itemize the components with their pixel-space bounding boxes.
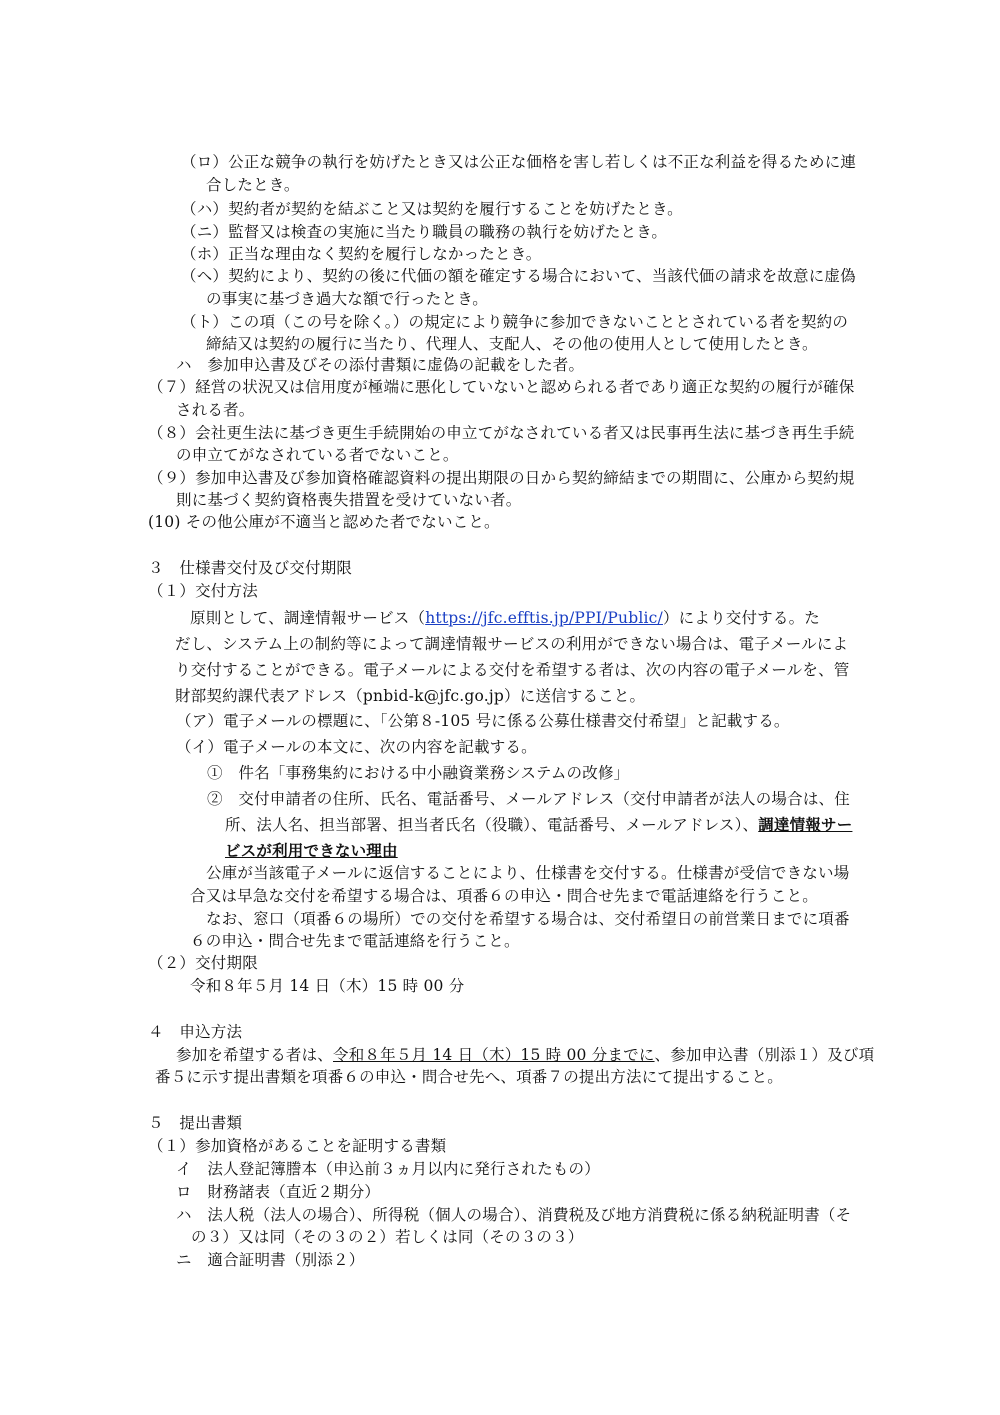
sec3-circled-2-text: 所、法人名、担当部署、担当者氏名（役職）、電話番号、メールアドレス）、 bbox=[225, 816, 759, 834]
section-3-1-heading: （１）交付方法 bbox=[148, 582, 258, 600]
section-4-heading: ４ 申込方法 bbox=[148, 1023, 243, 1041]
sec3-para1-line4: 財部契約課代表アドレス（pnbid-k@jfc.go.jp）に送信すること。 bbox=[175, 687, 646, 705]
item-8-line1: （８）会社更生法に基づき更生手続開始の申立てがなされている者又は民事再生法に基づき再生手続 bbox=[148, 424, 855, 442]
sec3-para1-line1 bbox=[190, 607, 820, 629]
sec5-item-ni: ニ 適合証明書（別添２） bbox=[176, 1251, 365, 1269]
sec5-item-i: イ 法人登記簿謄本（申込前３ヵ月以内に発行されたもの） bbox=[176, 1160, 600, 1178]
sec4-text-b: 、参加申込書（別添１）及び項 bbox=[654, 1046, 875, 1064]
item-to-line2: 締結又は契約の履行に当たり、代理人、支配人、その他の使用人として使用したとき。 bbox=[206, 335, 818, 353]
sec3-circled-2-line1: ② 交付申請者の住所、氏名、電話番号、メールアドレス（交付申請者が法人の場合は、住 bbox=[207, 790, 850, 808]
item-ni: （ニ）監督又は検査の実施に当たり職員の職務の執行を妨げたとき。 bbox=[181, 223, 668, 241]
section-3-heading: ３ 仕様書交付及び交付期限 bbox=[148, 559, 353, 577]
sec3-circled-1: ① 件名「事務集約における中小融資業務システムの改修」 bbox=[207, 764, 630, 782]
item-10: (10) その他公庫が不適当と認めた者でないこと。 bbox=[148, 513, 500, 531]
sec3-para2-line1: 公庫が当該電子メールに返信することにより、仕様書を交付する。仕様書が受信できない場 bbox=[206, 864, 850, 882]
sec4-text-a: 参加を希望する者は、 bbox=[176, 1046, 334, 1064]
sec3-para3-line2: ６の申込・問合せ先まで電話連絡を行うこと。 bbox=[190, 932, 520, 950]
section-5-1-heading: （１）参加資格があることを証明する書類 bbox=[148, 1137, 447, 1155]
sec5-item-ro: ロ 財務諸表（直近２期分） bbox=[176, 1183, 381, 1201]
sec3-item-a: （ア）電子メールの標題に、「公第８-105 号に係る公募仕様書交付希望」と記載する。 bbox=[176, 712, 790, 730]
sec3-para3-line1: なお、窓口（項番６の場所）での交付を希望する場合は、交付希望日の前営業日までに項番 bbox=[206, 910, 850, 928]
item-ro-line2: 合したとき。 bbox=[206, 176, 300, 194]
sec3-circled-2-line3: ビスが利用できない理由 bbox=[225, 841, 398, 860]
sec4-para-line1 bbox=[176, 1044, 874, 1066]
item-ro-line1: （ロ）公正な競争の執行を妨げたとき又は公正な価格を害し若しくは不正な利益を得るために連 bbox=[181, 153, 857, 171]
sec3-circled-2-emphasis: 調達情報サー bbox=[758, 815, 853, 834]
item-7-line1: （７）経営の状況又は信用度が極端に悪化していないと認められる者であり適正な契約の履行が確保 bbox=[148, 378, 855, 396]
item-ha-false-statement: ハ 参加申込書及びその添付書類に虚偽の記載をした者。 bbox=[176, 356, 585, 374]
item-7-line2: される者。 bbox=[176, 401, 255, 419]
sec3-para1-text-b: ）により交付する。た bbox=[662, 609, 820, 627]
item-9-line1: （９）参加申込書及び参加資格確認資料の提出期限の日から契約締結までの期間に、公庫から契約規 bbox=[148, 469, 855, 487]
sec5-item-ha-line2: の３）又は同（その３の２）若しくは同（その３の３） bbox=[191, 1228, 584, 1246]
procurement-service-link[interactable]: https://jfc.efftis.jp/PPI/Public/ bbox=[425, 609, 663, 627]
sec3-para1-line2: だし、システム上の制約等によって調達情報サービスの利用ができない場合は、電子メールによ bbox=[175, 635, 849, 653]
item-he-line2: の事実に基づき過大な額で行ったとき。 bbox=[206, 290, 488, 308]
sec3-para1-text-a: 原則として、調達情報サービス（ bbox=[190, 609, 426, 627]
item-ha: （ハ）契約者が契約を結ぶこと又は契約を履行することを妨げたとき。 bbox=[181, 200, 683, 218]
sec3-circled-2-line2 bbox=[225, 814, 852, 836]
sec4-para-line2: 番５に示す提出書類を項番６の申込・問合せ先へ、項番７の提出方法にて提出すること。 bbox=[155, 1068, 784, 1086]
sec3-item-i: （イ）電子メールの本文に、次の内容を記載する。 bbox=[176, 738, 537, 756]
item-9-line2: 則に基づく契約資格喪失措置を受けていない者。 bbox=[176, 491, 522, 509]
sec5-item-ha-line1: ハ 法人税（法人の場合）、所得税（個人の場合）、消費税及び地方消費税に係る納税証明書（そ bbox=[176, 1206, 852, 1224]
item-8-line2: の申立てがなされている者でないこと。 bbox=[176, 446, 459, 464]
section-5-heading: ５ 提出書類 bbox=[148, 1114, 243, 1132]
item-he-line1: （ヘ）契約により、契約の後に代価の額を確定する場合において、当該代価の請求を故意に虚偽 bbox=[181, 267, 856, 285]
delivery-deadline: 令和８年５月 14 日（木）15 時 00 分 bbox=[190, 977, 465, 995]
item-to-line1: （ト）この項（この号を除く。）の規定により競争に参加できないこととされている者を契約の bbox=[181, 313, 849, 331]
application-deadline: 令和８年５月 14 日（木）15 時 00 分までに bbox=[333, 1046, 655, 1064]
sec3-para2-line2: 合又は早急な交付を希望する場合は、項番６の申込・問合せ先まで電話連絡を行うこと。 bbox=[190, 887, 819, 905]
section-3-2-heading: （２）交付期限 bbox=[148, 954, 258, 972]
item-ho: （ホ）正当な理由なく契約を履行しなかったとき。 bbox=[181, 245, 542, 263]
sec3-para1-line3: り交付することができる。電子メールによる交付を希望する者は、次の内容の電子メールを、管 bbox=[175, 661, 850, 679]
